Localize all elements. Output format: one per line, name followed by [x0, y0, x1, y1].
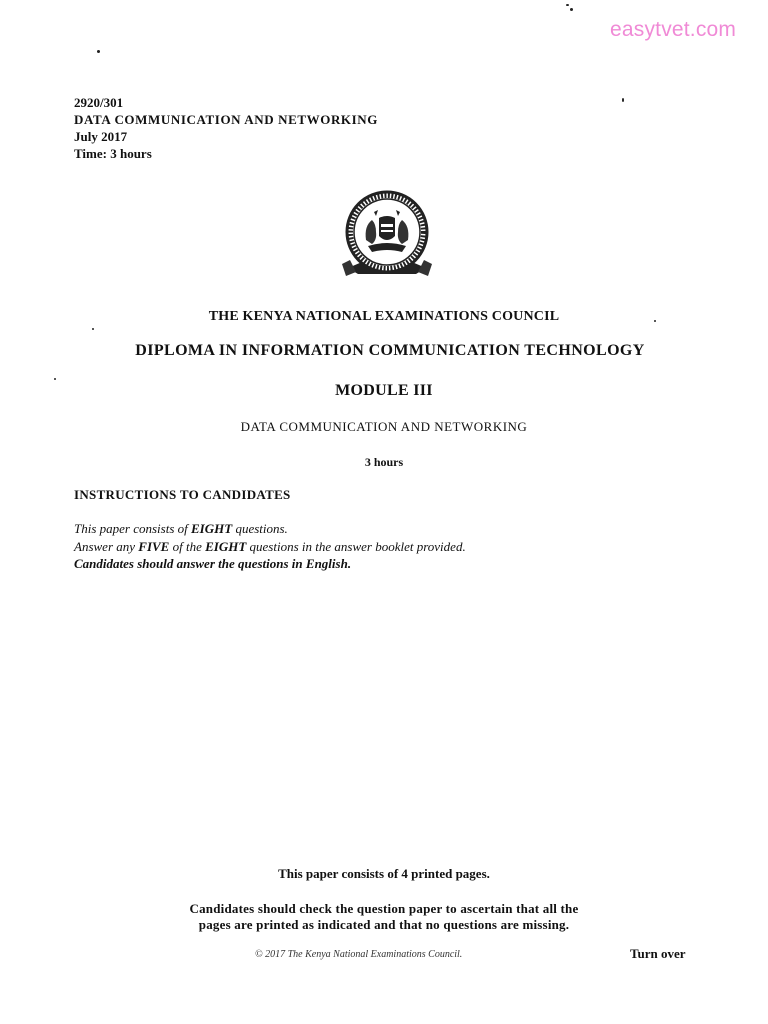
scan-speck [566, 4, 569, 6]
watermark: easytvet.com [610, 18, 737, 41]
instructions-list [74, 520, 466, 573]
knec-seal-logo [336, 190, 438, 290]
paper-time: Time: 3 hours [74, 146, 152, 161]
scan-speck [97, 50, 100, 53]
turn-over-label: Turn over [630, 946, 686, 961]
paper-code: 2920/301 [74, 95, 124, 110]
scan-speck [654, 320, 656, 322]
scan-speck [622, 98, 624, 102]
check-note-line-1: Candidates should check the question paper to ascertain that all the [189, 901, 579, 916]
check-note-line-2: pages are printed as indicated and that no questions are missing. [198, 917, 570, 932]
module-title: MODULE III [335, 382, 433, 399]
paper-subject: DATA COMMUNICATION AND NETWORKING [74, 112, 379, 127]
diploma-title: DIPLOMA IN INFORMATION COMMUNICATION TECHNOLOGY [135, 342, 645, 359]
instruction-line-1: This paper consists of EIGHT questions. [74, 521, 288, 536]
council-name: THE KENYA NATIONAL EXAMINATIONS COUNCIL [208, 309, 560, 324]
exam-duration: 3 hours [364, 455, 404, 469]
instructions-heading: INSTRUCTIONS TO CANDIDATES [74, 487, 291, 502]
copyright-notice: © 2017 The Kenya National Examinations Council. [255, 949, 463, 960]
instruction-line-3: Candidates should answer the questions in English. [74, 556, 352, 571]
scan-speck [92, 328, 94, 330]
paper-date: July 2017 [74, 129, 128, 144]
paper-header [74, 94, 378, 162]
scan-speck [570, 8, 573, 11]
scan-speck [54, 378, 56, 380]
instruction-line-2: Answer any FIVE of the EIGHT questions in the answer booklet provided. [74, 538, 466, 554]
check-pages-note [0, 901, 768, 933]
subject-title: DATA COMMUNICATION AND NETWORKING [240, 419, 528, 434]
printed-pages-note: This paper consists of 4 printed pages. [278, 866, 490, 881]
